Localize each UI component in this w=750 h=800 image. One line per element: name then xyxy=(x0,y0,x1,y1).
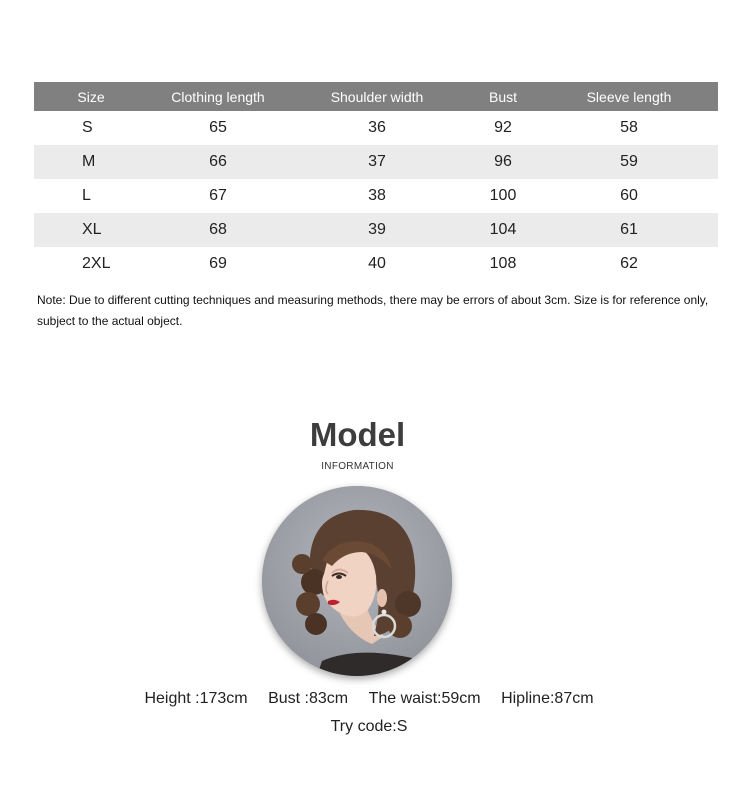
table-header-row xyxy=(34,82,718,111)
shoulder-width-cell: 38 xyxy=(368,187,386,204)
model-height: Height :173cm xyxy=(144,690,248,707)
model-title: Model xyxy=(309,416,406,453)
size-cell: L xyxy=(82,187,91,204)
table-row xyxy=(34,145,718,179)
model-hipline: Hipline:87cm xyxy=(501,690,594,707)
header-size: Size xyxy=(34,82,148,111)
sleeve-length-cell: 59 xyxy=(540,145,718,179)
size-cell: 2XL xyxy=(82,255,111,272)
model-portrait xyxy=(262,486,452,676)
table-row xyxy=(34,179,718,213)
model-waist: The waist:59cm xyxy=(368,690,481,707)
clothing-length-cell: 66 xyxy=(148,145,288,179)
bust-cell: 108 xyxy=(489,255,517,272)
bust-cell: 96 xyxy=(466,145,540,179)
size-cell: M xyxy=(34,145,148,179)
header-bust: Bust xyxy=(466,82,540,111)
sleeve-length-cell: 62 xyxy=(620,255,638,272)
shoulder-width-cell: 36 xyxy=(368,119,386,136)
model-portrait-illustration xyxy=(262,486,452,676)
bust-cell: 100 xyxy=(489,187,517,204)
sleeve-length-cell: 58 xyxy=(620,119,638,136)
model-subtitle: INFORMATION xyxy=(321,461,394,472)
table-row xyxy=(34,247,718,281)
shoulder-width-cell: 39 xyxy=(288,213,466,247)
model-bust: Bust :83cm xyxy=(268,690,349,707)
size-chart-table xyxy=(34,82,718,281)
size-cell: S xyxy=(82,119,93,136)
size-note: Note: Due to different cutting techniques and measuring methods, there may be errors of about 3cm. Size is for reference only, subject to the actual object. xyxy=(37,293,709,328)
header-shoulder-width: Shoulder width xyxy=(288,82,466,111)
size-cell: XL xyxy=(34,213,148,247)
clothing-length-cell: 65 xyxy=(209,119,227,136)
bust-cell: 104 xyxy=(466,213,540,247)
header-sleeve-length: Sleeve length xyxy=(540,82,718,111)
bust-cell: 92 xyxy=(494,119,512,136)
model-measurements xyxy=(0,690,738,708)
shoulder-width-cell: 40 xyxy=(368,255,386,272)
sleeve-length-cell: 61 xyxy=(540,213,718,247)
table-row xyxy=(34,111,718,145)
shoulder-width-cell: 37 xyxy=(288,145,466,179)
sleeve-length-cell: 60 xyxy=(620,187,638,204)
header-clothing-length: Clothing length xyxy=(148,82,288,111)
clothing-length-cell: 69 xyxy=(209,255,227,272)
table-row xyxy=(34,213,718,247)
clothing-length-cell: 67 xyxy=(209,187,227,204)
clothing-length-cell: 68 xyxy=(148,213,288,247)
model-try-code: Try code:S xyxy=(330,718,408,735)
